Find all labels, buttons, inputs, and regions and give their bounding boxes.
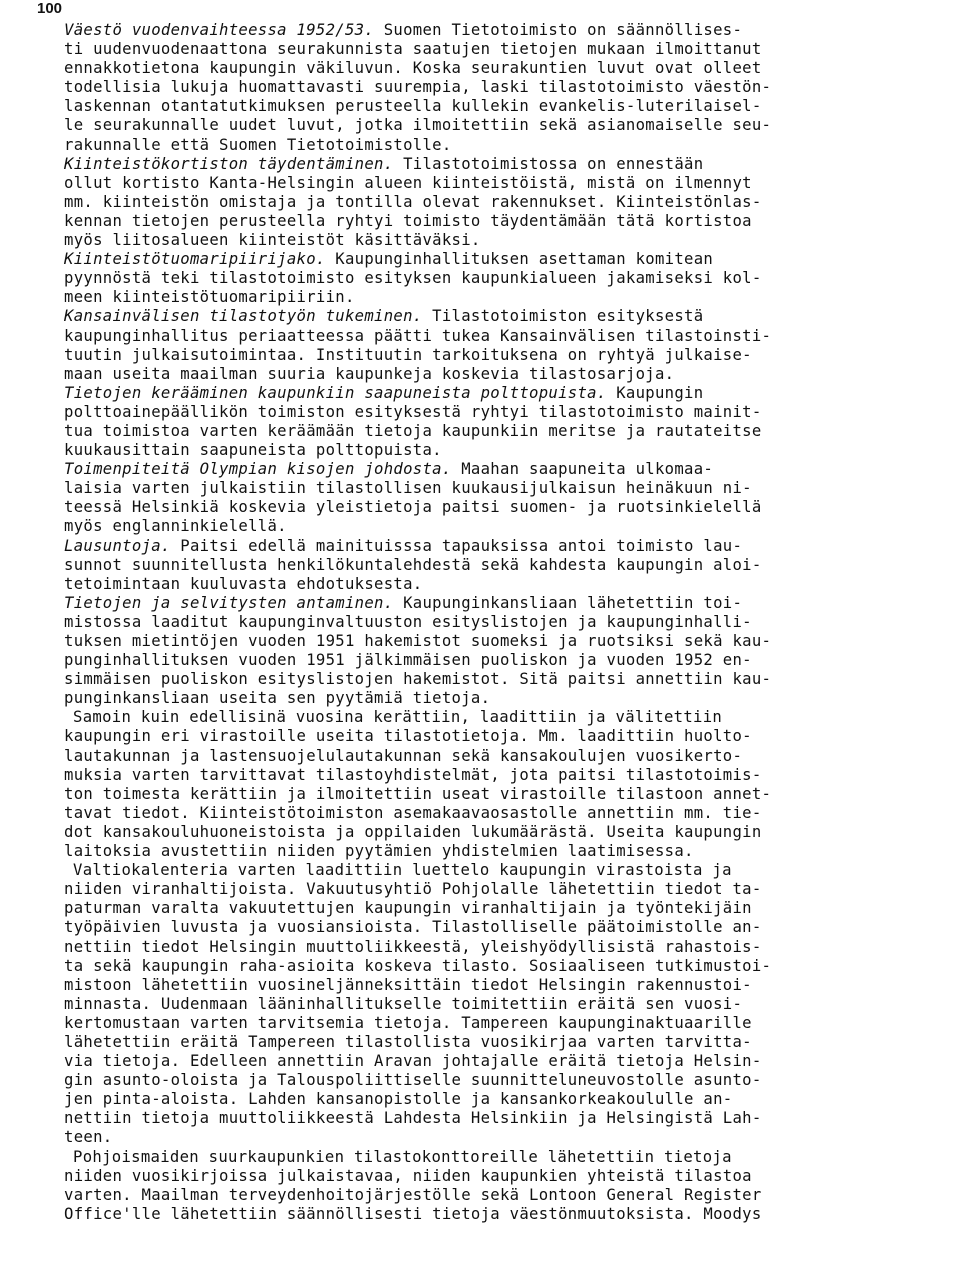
text-line [64,403,940,422]
line-text: mm. kiinteistön omistaja ja tontilla olevat rakennukset. Kiinteistönlas- [64,192,762,211]
text-line [64,575,940,594]
line-text: mistoon lähetettiin vuosineljänneksittäin tiedot Helsingin rakennustoi- [64,975,752,994]
text-line [64,327,940,346]
text-line [64,307,940,326]
line-text: ennakkotietona kaupungin väkiluvun. Koska seurakuntien luvut ovat olleet [64,59,762,78]
document-body-text [64,21,940,1224]
line-text: minnasta. Uudenmaan lääninhallitukselle toimitettiin eräitä sen vuosi- [64,994,743,1013]
text-line [64,1148,940,1167]
text-line [64,136,940,155]
line-text: kuukausittain saapuneista polttopuista. [64,441,442,460]
line-text: Samoin kuin edellisinä vuosina kerättiin, laadittiin ja välitettiin [73,708,723,727]
text-line [64,155,940,174]
line-text: tua toimistoa varten keräämään tietoja kaupunkiin meritse ja rautateitse [64,421,762,440]
text-line [64,1109,940,1128]
text-line [64,766,940,785]
section-heading: Tietojen ja selvitysten antaminen. [64,593,394,612]
text-line [64,995,940,1014]
line-text: niiden vuosikirjoissa julkaistavaa, niiden kaupunkien yhteistä tilastoa [64,1166,752,1185]
text-line [64,613,940,632]
page-number: 100 [37,0,63,17]
text-line [64,40,940,59]
text-line [64,556,940,575]
text-line [64,78,940,97]
text-line [64,670,940,689]
text-line [64,1071,940,1090]
line-text: mistossa laaditut kaupunginvaltuuston esityslistojen ja kaupunginhalli- [64,612,752,631]
line-text: ti uudenvuodenaattona seurakunnista saatujen tietojen mukaan ilmoittanut [64,40,762,59]
line-text: Valtiokalenteria varten laadittiin luettelo kaupungin virastoista ja [73,861,732,880]
line-text: ton toimesta kerättiin ja ilmoitettiin useat virastoille tilastoon annet- [64,784,772,803]
text-line [64,193,940,212]
text-line [64,460,940,479]
line-text: Kaupungin [606,383,704,402]
text-line [64,899,940,918]
line-text: Maahan saapuneita ulkomaa- [451,460,714,479]
line-text: simmäisen puoliskon esityslistojen hakemistot. Sitä paitsi annettiin kau- [64,670,772,689]
line-text: jen pinta-aloista. Lahden kansanopistolle ja kansankorkeakoululle an- [64,1090,733,1109]
line-text: pyynnöstä teki tilastotoimisto esityksen kaupunkialueen jakamiseksi kol- [64,269,762,288]
text-line [64,938,940,957]
text-line [64,632,940,651]
line-text: ollut kortisto Kanta-Helsingin alueen kiinteistöistä, mistä on ilmennyt [64,173,752,192]
line-text: teessä Helsinkiä koskevia yleistietoja paitsi suomen- ja ruotsinkielellä [64,498,762,517]
line-text: laskennan otantatutkimuksen perusteella kullekin evankelis-luterilaisel- [64,97,762,116]
line-text: laisia varten julkaistiin tilastollisen kuukausijulkaisun heinäkuun ni- [64,479,752,498]
text-line [64,976,940,995]
line-text: punginkansliaan useita sen pyytämiä tietoja. [64,689,491,708]
section-heading: Kiinteistökortiston täydentäminen. [64,154,394,173]
line-text: kertomustaan varten tarvitsemia tietoja. Tampereen kaupunginaktuaarille [64,1013,752,1032]
line-text: laitoksia avustettiin niiden pyytämien yhdistelmien laatimisessa. [64,842,694,861]
text-line [64,689,940,708]
text-line [64,708,940,727]
line-text: varten. Maailman terveydenhoitojärjestölle sekä Lontoon General Register [64,1185,762,1204]
text-line [64,957,940,976]
text-line [64,212,940,231]
text-line [64,1167,940,1186]
line-text: myös englanninkielellä. [64,517,287,536]
text-line [64,594,940,613]
line-text: tuutin julkaisutoimintaa. Instituutin tarkoituksena on ryhtyä julkaise- [64,345,752,364]
text-line [64,747,940,766]
line-text: sunnot suunnitellusta henkilökuntalehdestä sekä kahdesta kaupungin aloi- [64,555,762,574]
text-line [64,880,940,899]
text-line [64,785,940,804]
text-line [64,1052,940,1071]
line-text: tetoimintaan kuuluvasta ehdotuksesta. [64,574,423,593]
text-line [64,727,940,746]
line-text: teen. [64,1128,113,1147]
text-line [64,517,940,536]
line-text: maan useita maailman suuria kaupunkeja koskevia tilastosarjoja. [64,364,675,383]
line-text: punginhallituksen vuoden 1951 jälkimmäisen puoliskon ja vuoden 1952 en- [64,651,752,670]
text-line [64,1128,940,1147]
line-text: rakunnalle että Suomen Tietotoimistolle. [64,135,452,154]
section-heading: Väestö vuodenvaihteessa 1952/53. [64,21,375,39]
line-text: Paitsi edellä mainituisssa tapauksissa antoi toimisto lau- [170,536,743,555]
text-line [64,269,940,288]
line-text: kaupunginhallitus periaatteessa päätti tukea Kansainvälisen tilastoinsti- [64,326,772,345]
line-text: gin asunto-oloista ja Talouspoliittiselle suunnitteluneuvostolle asunto- [64,1071,762,1090]
line-text: lähetettiin eräitä Tampereen tilastollista vuosikirjaa varten tarvitta- [64,1032,752,1051]
section-heading: Tietojen kerääminen kaupunkiin saapuneista polttopuista. [64,383,607,402]
text-line [64,231,940,250]
line-text: tavat tiedot. Kiinteistötoimiston asemakaavaosastolle annettiin mm. tie- [64,803,762,822]
text-line [64,1205,940,1224]
line-text: muksia varten tarvittavat tilastoyhdistelmät, jota paitsi tilastotoimis- [64,765,762,784]
line-text: nettiin tiedot Helsingin muuttoliikkeestä, yleishyödyllisistä rahastois- [64,937,762,956]
line-text: Kaupunginkansliaan lähetettiin toi- [393,593,743,612]
text-line [64,422,940,441]
text-line [64,842,940,861]
text-line [64,823,940,842]
line-text: lautakunnan ja lastensuojelulautakunnan sekä kansakoulujen vuosikerto- [64,746,743,765]
line-text: le seurakunnalle uudet luvut, jotka ilmoitettiin sekä asianomaiselle seu- [64,116,772,135]
line-text: Suomen Tietotoimisto on säännöllises- [374,21,743,39]
section-heading: Lausuntoja. [64,536,171,555]
text-line [64,479,940,498]
line-text: ta sekä kaupungin raha-asioita koskeva tilasto. Sosiaaliseen tutkimustoi- [64,956,772,975]
text-line [64,804,940,823]
text-line [64,441,940,460]
text-line [64,59,940,78]
text-line [64,97,940,116]
section-heading: Kiinteistötuomaripiirijako. [64,250,326,269]
line-text: niiden viranhaltijoista. Vakuutusyhtiö Pohjolalle lähetettiin tiedot ta- [64,880,762,899]
section-heading: Kansainvälisen tilastotyön tukeminen. [64,307,423,326]
text-line [64,116,940,135]
line-text: myös liitosalueen kiinteistöt käsittäväksi. [64,231,481,250]
line-text: kennan tietojen perusteella ryhtyi toimisto täydentämään tätä kortistoa [64,211,752,230]
text-line [64,498,940,517]
line-text: nettiin tietoja muuttoliikkeestä Lahdesta Helsinkiin ja Helsingistä Lah- [64,1109,762,1128]
line-text: työpäivien luvusta ja vuosiansioista. Tilastolliselle päätoimistolle an- [64,918,762,937]
text-line [64,537,940,556]
text-line [64,1186,940,1205]
line-text: meen kiinteistötuomaripiiriin. [64,288,355,307]
text-line [64,918,940,937]
text-line [64,651,940,670]
line-text: Pohjoismaiden suurkaupunkien tilastokonttoreille lähetettiin tietoja [73,1147,732,1166]
line-text: polttoainepäällikön toimiston esityksestä ryhtyi tilastotoimisto mainit- [64,402,762,421]
section-heading: Toimenpiteitä Olympian kisojen johdosta. [64,460,452,479]
text-line [64,384,940,403]
text-line [64,346,940,365]
line-text: Tilastotoimistossa on ennestään [393,154,704,173]
line-text: Tilastotoimiston esityksestä [422,307,704,326]
line-text: Office'lle lähetettiin säännöllisesti tietoja väestönmuutoksista. Moodys [64,1204,762,1223]
line-text: paturman varalta vakuutettujen kaupungin viranhaltijain ja työntekijäin [64,899,752,918]
text-line [64,1090,940,1109]
line-text: todellisia lukuja huomattavasti suurempia, laski tilastotoimisto väestön- [64,78,772,97]
line-text: dot kansakouluhuoneistoista ja oppilaiden lukumäärästä. Useita kaupungin [64,822,762,841]
text-line [64,861,940,880]
line-text: via tietoja. Edelleen annettiin Aravan johtajalle eräitä tietoja Helsin- [64,1052,762,1071]
text-line [64,21,940,40]
text-line [64,365,940,384]
text-line [64,1033,940,1052]
line-text: Kaupunginhallituksen asettaman komitean [325,250,714,269]
text-line [64,250,940,269]
line-text: tuksen mietintöjen vuoden 1951 hakemistot suomeksi ja ruotsiksi sekä kau- [64,632,772,650]
text-line [64,288,940,307]
text-line [64,1014,940,1033]
line-text: kaupungin eri virastoille useita tilastotietoja. Mm. laadittiin huolto- [64,727,752,746]
text-line [64,174,940,193]
